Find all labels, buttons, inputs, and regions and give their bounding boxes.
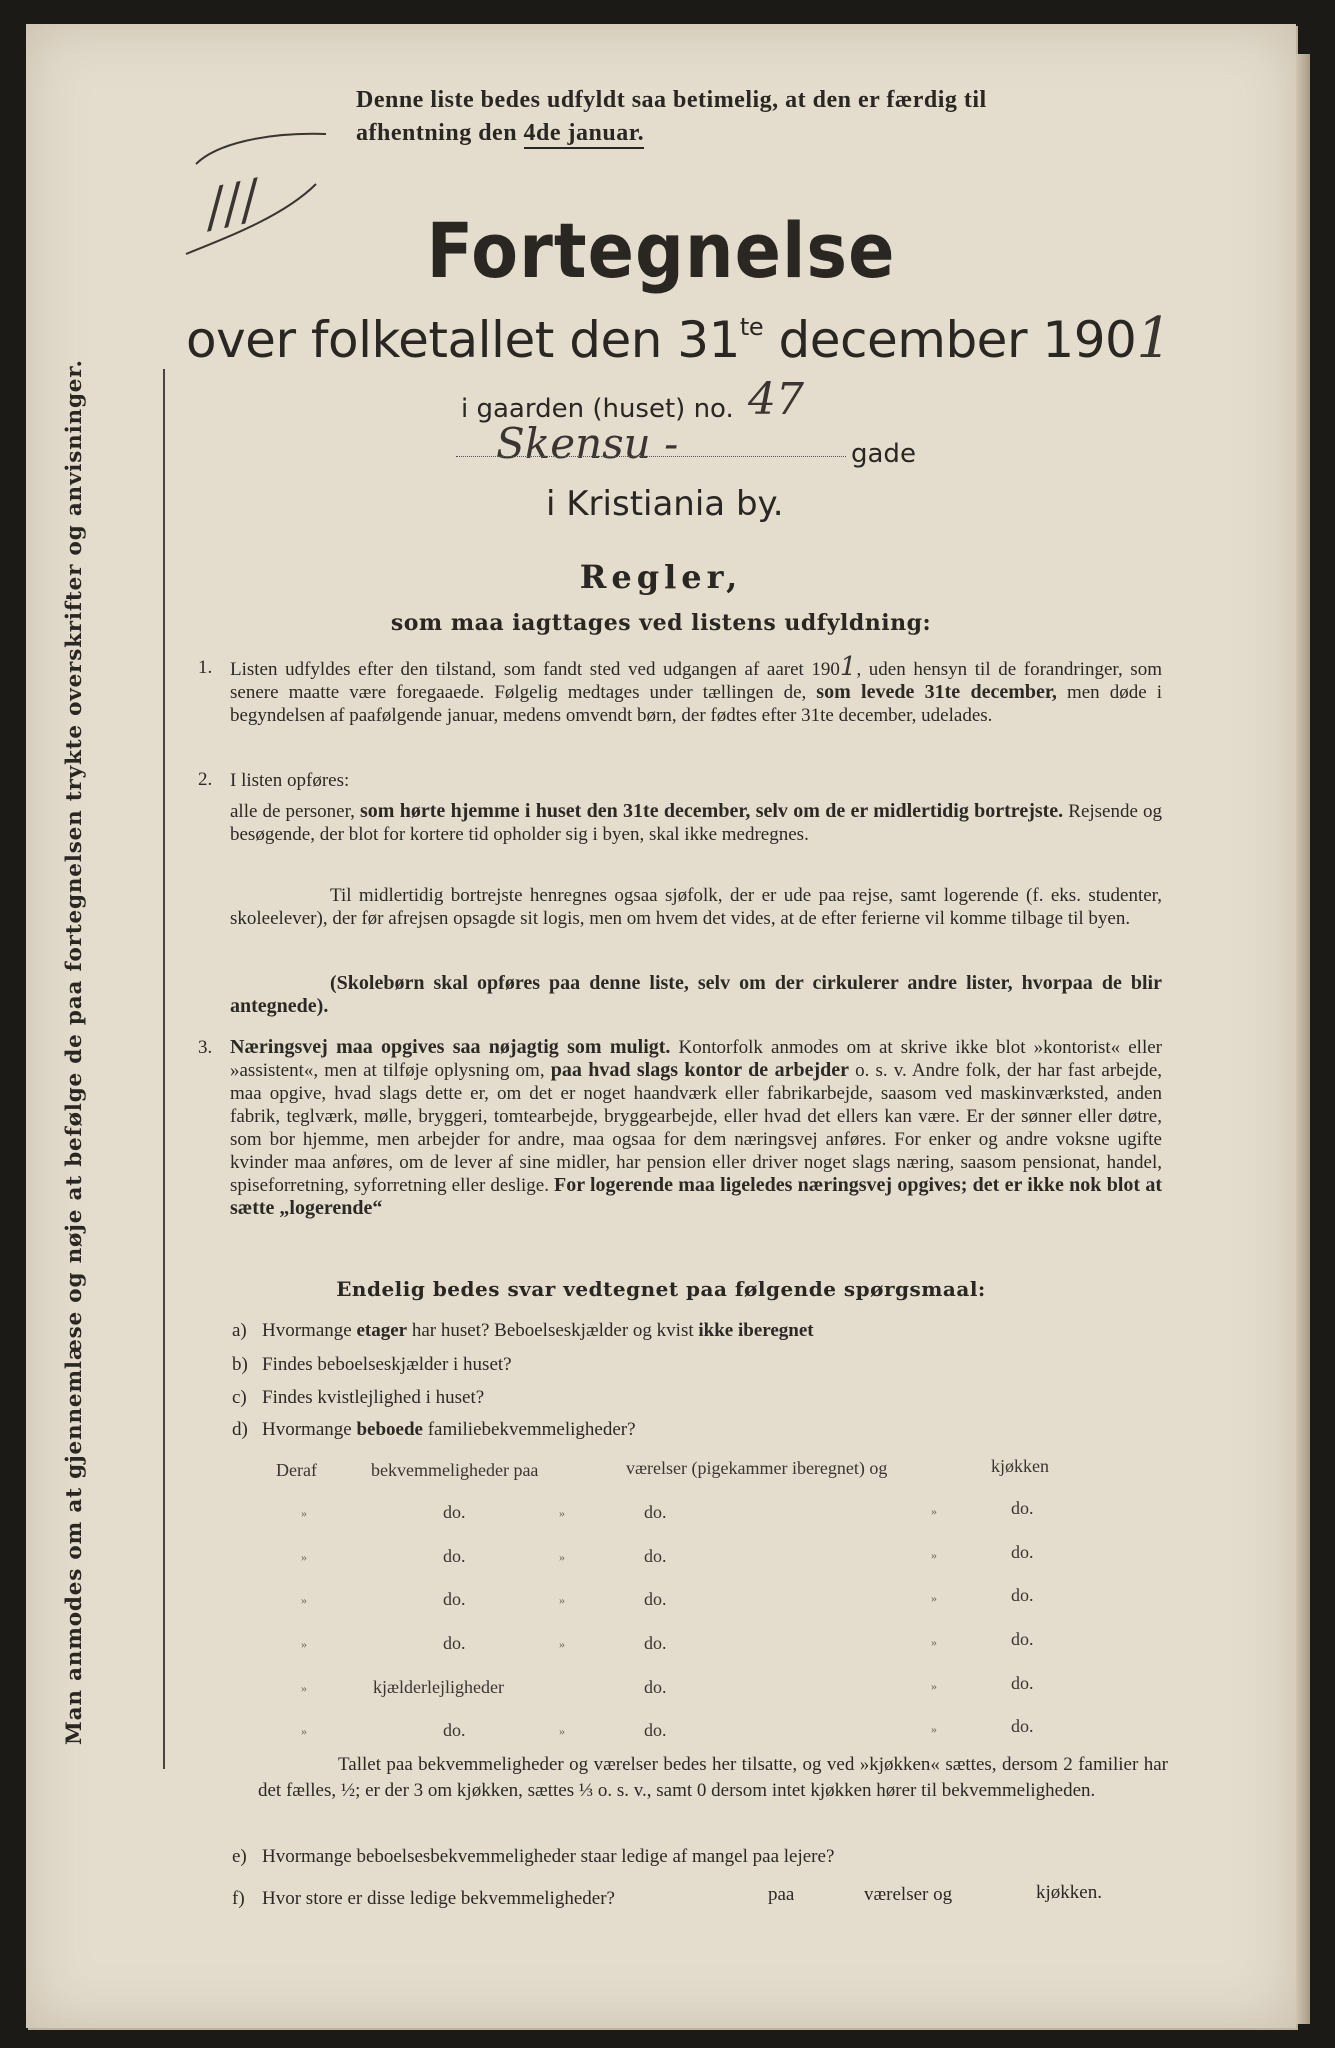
rule-1-number: 1. (198, 657, 213, 678)
table-row-4-vaer: do. (644, 1633, 667, 1653)
ditto-mark: » (301, 1724, 307, 1738)
table-row-3-kjok: do. (1011, 1585, 1034, 1605)
house-label: i gaarden (huset) no. (461, 394, 734, 424)
table-row-3-vaer: do. (644, 1589, 667, 1609)
rule-3-number: 3. (198, 1037, 213, 1058)
ditto-mark: » (559, 1637, 565, 1651)
question-a (232, 1320, 814, 1342)
house-number-handwritten: 47 (748, 374, 804, 425)
question-e-text: Hvormange beboelsesbekvemmeligheder staar ledige af mangel paa lejere? (262, 1846, 835, 1867)
rule-3-bold-2: paa hvad slags kontor de arbejder (550, 1059, 849, 1081)
ditto-mark: » (931, 1679, 937, 1693)
rules-heading: Regler, (579, 558, 743, 596)
ditto-mark: » (301, 1593, 307, 1607)
rule-3-bold-3: For logerende maa ligeledes næringsvej opgives; det er ikke nok blot at sætte „logerende“ (230, 1174, 1162, 1219)
notice-date: 4de januar. (524, 120, 645, 149)
notice-line-2-prefix: afhentning den (356, 120, 524, 146)
gade-label: gade (851, 439, 916, 469)
question-f-label: f) (232, 1888, 245, 1909)
page-edge (1296, 54, 1310, 2024)
table-row-6-kjok: do. (1011, 1716, 1034, 1736)
ditto-mark: » (559, 1593, 565, 1607)
question-a-bold: etager (356, 1320, 408, 1341)
ditto-mark: » (931, 1591, 937, 1605)
ditto-mark: » (931, 1548, 937, 1562)
table-header-bekvemmeligheder: bekvemmeligheder paa (371, 1460, 539, 1480)
question-f-kjokken: kjøkken. (1036, 1882, 1102, 1903)
questions-heading: Endelig bedes svar vedtegnet paa følgende spørgsmaal: (336, 1277, 986, 1301)
ditto-mark: » (931, 1504, 937, 1518)
question-a-mid: har huset? Beboelseskjælder og kvist (407, 1320, 699, 1341)
subtitle-sup: te (739, 313, 764, 341)
question-c-text: Findes kvistlejlighed i huset? (262, 1387, 485, 1408)
year-handwritten: 1 (1136, 306, 1172, 371)
ditto-mark: » (559, 1550, 565, 1564)
ditto-mark: » (559, 1506, 565, 1520)
ditto-mark: » (559, 1724, 565, 1738)
question-c-label: c) (232, 1387, 247, 1408)
table-row-2-kjok: do. (1011, 1542, 1034, 1562)
notice-line-2 (356, 117, 987, 150)
form-subtitle (186, 306, 1171, 371)
question-e-label: e) (232, 1846, 247, 1867)
question-f (232, 1888, 615, 1910)
question-e (232, 1846, 834, 1868)
table-row-1-kjok: do. (1011, 1498, 1034, 1518)
rules-subheading: som maa iagttages ved listens udfyldning: (390, 610, 932, 636)
ditto-mark: » (301, 1550, 307, 1564)
question-b-label: b) (232, 1354, 248, 1375)
ditto-mark: » (301, 1506, 307, 1520)
table-row-5-kjok: do. (1011, 1673, 1034, 1693)
table-row-4-bekv: do. (443, 1633, 466, 1653)
question-d-pre: Hvormange (262, 1419, 357, 1440)
rule-2-a: alle de personer, (230, 801, 360, 822)
question-d-bold: beboede (356, 1419, 423, 1440)
form-title: Fortegnelse (426, 206, 896, 295)
question-d-label: d) (232, 1419, 248, 1440)
question-f-vaerelser: værelser og (864, 1884, 953, 1905)
rule-2-paragraph-3: (Skolebørn skal opføres paa denne liste, selv om der cirkulerer andre lister, hvorpaa de blir antegnede). (230, 972, 1162, 1017)
table-header-kjokken: kjøkken (991, 1456, 1049, 1476)
question-b-text: Findes beboelseskjælder i huset? (262, 1354, 512, 1375)
rule-3-b: o. s. v. Andre folk, der har fast arbejde, maa opgive, hvad slags dette er, om det er noget haandværk eller fabrikarbejde, saasom ved maskinværksted, anden fabrik, teglværk, mølle, bryggeri, tomtearbejde, bryggearbejde, eller hvad det ellers kan være. Er der sønner eller døtre, som bor hjemme, men arbejder for andre, maa ogsaa for dem næringsvej anføres. For enker og andre voksne ugifte kvinder maa anføres, om de lever af sine midler, har pension eller driver noget slags næring, saasom pensionat, handel, spiseforretning, syforretning eller deslige. (230, 1060, 1163, 1196)
question-b (232, 1354, 512, 1376)
rule-2-b: Rejsende og besøgende, der blot for kortere tid opholder sig i byen, skal ikke medregnes. (230, 801, 1162, 845)
street-name-handwritten: Skensu - (496, 419, 679, 468)
rule-3 (230, 1036, 1162, 1220)
table-row-4-kjok: do. (1011, 1629, 1034, 1649)
rule-2-heading: I listen opføres: (230, 770, 350, 791)
rule-3-bold-1: Næringsvej maa opgives saa nøjagtig som muligt. (230, 1036, 671, 1058)
city-label: i Kristiania by. (546, 484, 784, 524)
table-row-2-bekv: do. (443, 1546, 466, 1566)
tally-mark: /// (200, 169, 265, 239)
rule-1-bold: som levede 31te december, (816, 681, 1057, 703)
collection-notice (356, 84, 987, 150)
question-d-post: familiebekvemmeligheder? (422, 1419, 636, 1440)
table-row-6-vaer: do. (644, 1720, 667, 1740)
question-f-paa: paa (768, 1884, 795, 1905)
rule-1-b: , uden hensyn til de forandringer, som senere maatte være foregaaede. Følgelig medtages under tællingen de, (230, 659, 1162, 703)
rule-1 (230, 652, 1162, 727)
table-header-deraf: Deraf (276, 1460, 317, 1480)
rule-2-bold: som hørte hjemme i huset den 31te december, selv om de er midlertidig bortrejste. (360, 800, 1064, 822)
rule-1-year-handwritten: 1 (839, 652, 857, 682)
rule-1-a: Listen udfyldes efter den tilstand, som fandt sted ved udgangen af aaret 190 (230, 659, 840, 680)
question-d (232, 1419, 636, 1441)
ditto-mark: » (301, 1637, 307, 1651)
sidebar-rule-line (163, 369, 165, 1769)
ditto-mark: » (931, 1635, 937, 1649)
table-row-1-vaer: do. (644, 1502, 667, 1522)
question-a-label: a) (232, 1320, 247, 1341)
ditto-mark: » (301, 1681, 307, 1695)
question-f-text: Hvor store er disse ledige bekvemmeligheder? (262, 1888, 615, 1909)
table-row-3-bekv: do. (443, 1589, 466, 1609)
rule-2-paragraph-2: Til midlertidig bortrejste henregnes ogsaa sjøfolk, der er ude paa rejse, samt logerende (f. eks. studenter, skoleelever), der før afrejsen opsagde sit logis, men om hvem det vides, at de efter ferierne vil komme tilbage til byen. (230, 885, 1162, 929)
rule-3-a: Kontorfolk anmodes om at skrive ikke blot »kontorist« eller »assistent«, men at tilføje oplysning om, (230, 1037, 1162, 1081)
census-form-page (26, 24, 1296, 2028)
subtitle-month: december 190 (763, 311, 1137, 369)
table-header-vaerelser: værelser (pigekammer iberegnet) og (626, 1458, 888, 1478)
sidebar-instruction: Man anmodes om at gjennemlæse og nøje at befølge de paa fortegnelsen trykte overskrifter og anvisninger. (62, 359, 87, 1745)
table-row-5-kjaelder: kjælderlejligheder (373, 1677, 504, 1697)
table-footnote: Tallet paa bekvemmeligheder og værelser bedes her tilsatte, og ved »kjøkken« sættes, dersom 2 familier har det fælles, ½; er der 3 om kjøkken, sættes ⅓ o. s. v., samt 0 dersom intet kjøkken hører til bekvemmeligheden. (258, 1754, 1168, 1801)
street-dotted-line (456, 456, 846, 457)
question-c (232, 1387, 484, 1409)
rule-2-body (230, 800, 1162, 846)
question-a-pre: Hvormange (262, 1320, 357, 1341)
table-row-1-bekv: do. (443, 1502, 466, 1522)
rule-1-c: men døde i begyndelsen af paafølgende januar, medens omvendt børn, der fødtes efter 31te december, udelades. (230, 682, 1162, 726)
subtitle-prefix: over folketallet den 31 (186, 311, 740, 369)
table-row-5-vaer: do. (644, 1677, 667, 1697)
table-row-6-bekv: do. (443, 1720, 466, 1740)
rule-2-number: 2. (198, 769, 213, 790)
table-row-2-vaer: do. (644, 1546, 667, 1566)
notice-line-1: Denne liste bedes udfyldt saa betimelig, at den er færdig til (356, 87, 987, 113)
question-a-bold-2: ikke iberegnet (698, 1320, 814, 1341)
ditto-mark: » (931, 1722, 937, 1736)
